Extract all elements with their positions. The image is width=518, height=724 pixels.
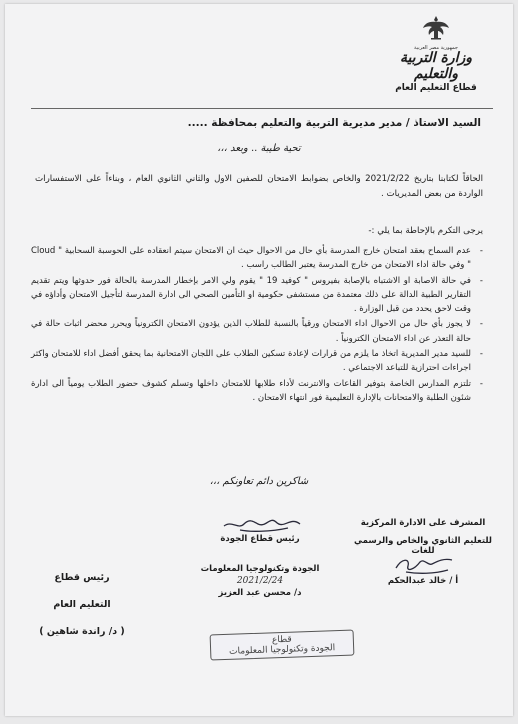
list-item: - في حالة الاصابة او الاشتباه بالإصابة بفيروس " كوفيد 19 " يقوم ولي الامر بإخطار المدرسة بالحالة فور حدوثها ويتم تقديم التقارير الطبية الدالة على ذلك معتمدة من مستشفى حكومية او التأمين الصحي الى ادارة المدرسة لتأجيل الامتحان وأداؤه في وقت لاحق يحدد من قبل الوزارة . (31, 274, 483, 317)
signature-block-quality (185, 512, 335, 598)
list-item: - لا يجوز بأي حال من الاحوال اداء الامتحان ورقياً بالنسبة للطلاب الذين يؤدون الامتحان الكترونياً ويحرر محضر اثبات حالة في حالة التعذر عن اداء الامتحان الكترونياً . (31, 317, 483, 346)
signer-department: التعليم العام (53, 599, 111, 610)
signature-block-general-education (37, 572, 127, 637)
request-line: يرجى التكرم بالإحاطة بما يلي :- (368, 226, 483, 236)
list-item: - تلتزم المدارس الخاصة بتوفير القاعات والانترنت لأداء طلابها للامتحان داخلها وتسلم كشوف حضور الطلاب يومياً الى ادارة شئون الطلبة والامتحانات بالإدارة التعليمية فور انتهاء الامتحان . (31, 377, 483, 406)
stamp-line: الجودة وتكنولوجيا المعلومات (228, 643, 336, 657)
greeting: تحية طيبة .. وبعد ،،، (217, 143, 301, 154)
closing-line: شاكرين دائم تعاونكم ،،، (209, 476, 309, 487)
signer-title: المشرف على الادارة المركزية (360, 518, 486, 528)
republic-label: جمهورية مصر العربية (414, 45, 458, 51)
signer-title: رئيس قطاع (54, 572, 110, 583)
eagle-emblem-icon (421, 14, 451, 40)
signer-name: د/ محسن عبد العزيز (218, 588, 302, 598)
body-paragraph (35, 172, 483, 202)
stamp-line: قطاع (271, 634, 292, 646)
document-page (5, 4, 513, 716)
signer-department: الجودة وتكنولوجيا المعلومات (200, 564, 320, 574)
instructions-list (31, 244, 483, 406)
official-stamp (210, 629, 355, 660)
ministry-name: وزارة التربية والتعليم (399, 50, 473, 82)
handwritten-date: 2021/2/24 (236, 576, 284, 586)
handwritten-signature-icon (210, 512, 310, 534)
addressee-line: السيد الاستاذ / مدير مديرية التربية والتعليم بمحافظة ..... (187, 117, 481, 129)
signer-name: ( د/ راندة شاهين ) (39, 626, 125, 637)
list-item: - للسيد مدير المديرية اتخاذ ما يلزم من قرارات لإعادة تسكين الطلاب على اللجان الامتحانية بما يحقق أفضل اداء للامتحان واكثر اجراءات احترازية للتباعد الاجتماعي . (31, 347, 483, 376)
signer-name: أ / خالد عبدالحكم (387, 576, 459, 586)
letterhead (381, 14, 491, 93)
header-divider (31, 108, 493, 109)
sector-name: قطاع التعليم العام (395, 83, 477, 93)
list-item: - عدم السماح بعقد امتحان خارج المدرسة بأي حال من الاحوال حيث ان الامتحان سيتم انعقاده على الحوسبة السحابية " Cloud " وفي حالة اداء الامتحان من خارج المدرسة يعتبر الطالب راسب . (31, 244, 483, 273)
signer-title: رئيس قطاع الجودة (220, 534, 300, 544)
signature-block-central-admin (353, 518, 493, 586)
intro-paragraph: الحاقاً لكتابنا بتاريخ 2021/2/22 والخاص بضوابط الامتحان للصفين الاول والثاني الثانوي العام ، وبناءاً على الاستفسارات الواردة من بعض المديريات . (35, 174, 483, 200)
signer-department: للتعليم الثانوي والخاص والرسمي للغات (354, 536, 492, 556)
